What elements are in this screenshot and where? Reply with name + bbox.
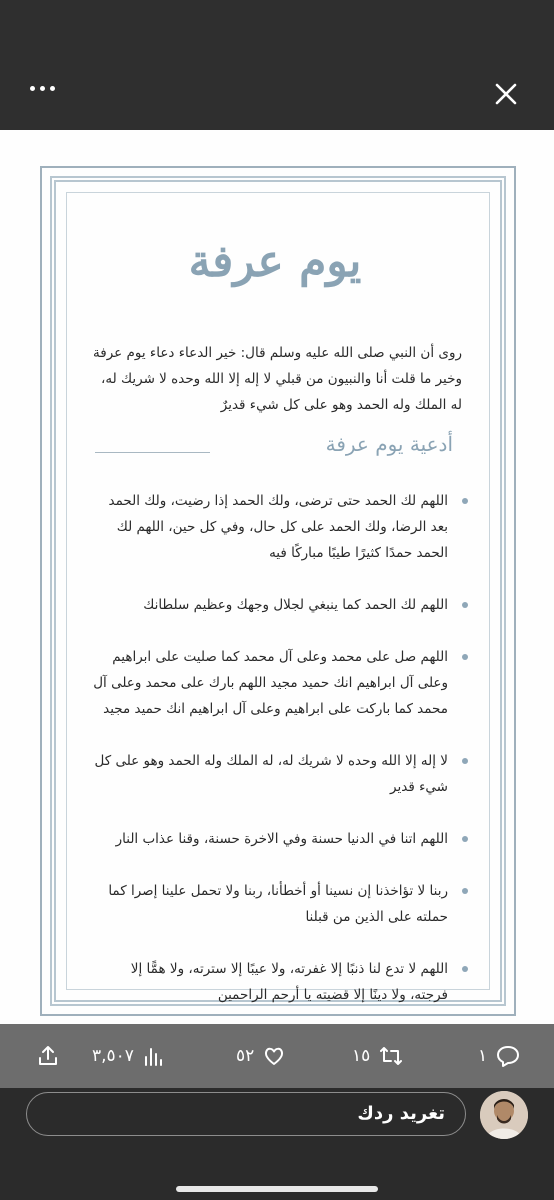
more-options-icon[interactable] xyxy=(30,78,60,98)
media-viewer-header xyxy=(0,0,554,130)
replies-count: ١ xyxy=(478,1046,488,1066)
dua-text: ربنا لا تؤاخذنا إن نسينا أو أخطأنا، ربنا ولا تحمل علينا إصرا كما حملته على الذين من قبلنا xyxy=(108,883,448,925)
retweet-button[interactable] xyxy=(352,1042,404,1070)
dua-text: اللهم اتنا في الدنيا حسنة وفي الاخرة حسنة، وقنا عذاب النار xyxy=(115,831,448,847)
dua-item xyxy=(92,826,470,852)
bullet-icon xyxy=(462,836,468,842)
user-avatar-image xyxy=(480,1091,528,1139)
avatar[interactable] xyxy=(480,1091,528,1139)
reply-button[interactable] xyxy=(478,1042,521,1070)
subtitle-block xyxy=(95,432,455,466)
poster-subtitle: أدعية يوم عرفة xyxy=(325,432,453,456)
dua-text: لا إله إلا الله وحده لا شريك له، له الملك وله الحمد وهو على كل شيء قدير xyxy=(94,753,448,795)
comment-icon xyxy=(495,1044,521,1068)
home-indicator xyxy=(176,1186,378,1192)
share-icon xyxy=(36,1044,60,1068)
views-count: ٣,٥٠٧ xyxy=(92,1046,134,1066)
dua-text: اللهم لا تدع لنا ذنبًا إلا غفرته، ولا عيبًا إلا سترته، ولا همًّا إلا فرجته، ولا دينًا إلا قضيته يا أرحم الراحمين xyxy=(130,961,448,1003)
views-icon xyxy=(142,1045,164,1067)
tweet-actions-bar xyxy=(0,1024,554,1088)
dua-item xyxy=(92,592,470,618)
bullet-icon xyxy=(462,654,468,660)
heart-icon xyxy=(262,1044,286,1068)
bullet-icon xyxy=(462,602,468,608)
poster-title: يوم عرفة xyxy=(188,236,362,287)
subtitle-divider xyxy=(95,452,210,453)
share-button[interactable] xyxy=(36,1042,60,1070)
bullet-icon xyxy=(462,966,468,972)
retweet-icon xyxy=(378,1044,404,1068)
views-button[interactable] xyxy=(92,1042,164,1070)
bullet-icon xyxy=(462,758,468,764)
reply-bar xyxy=(0,1088,554,1200)
reply-input[interactable]: تغريد ردك xyxy=(26,1092,466,1136)
dua-text: اللهم صل على محمد وعلى آل محمد كما صليت على ابراهيم وعلى آل ابراهيم انك حميد مجيد اللهم بارك على محمد وعلى آل محمد كما باركت على ابراهيم وعلى آل ابراهيم انك حميد مجيد xyxy=(93,649,448,717)
dua-item xyxy=(92,644,470,722)
dua-item xyxy=(92,956,470,1008)
dua-list xyxy=(92,488,470,1034)
likes-count: ٥٢ xyxy=(236,1046,255,1066)
dua-item xyxy=(92,748,470,800)
close-icon[interactable] xyxy=(492,80,520,108)
bullet-icon xyxy=(462,888,468,894)
bullet-icon xyxy=(462,498,468,504)
dua-item xyxy=(92,488,470,566)
like-button[interactable] xyxy=(236,1042,286,1070)
dua-item xyxy=(92,878,470,930)
retweets-count: ١٥ xyxy=(352,1046,371,1066)
dua-text: اللهم لك الحمد كما ينبغي لجلال وجهك وعظيم سلطانك xyxy=(143,597,448,613)
poster-intro: روى أن النبي صلى الله عليه وسلم قال: خير الدعاء دعاء يوم عرفة وخير ما قلت أنا والنبيون من قبلي لا إله إلا الله وحده لا شريك له، له الملك وله الحمد وهو على كل شيء قديرٌ xyxy=(93,345,462,413)
dua-text: اللهم لك الحمد حتى ترضى، ولك الحمد إذا رضيت، ولك الحمد بعد الرضا، ولك الحمد على كل حال، وفي كل حين، اللهم لك الحمد حمدًا كثيرًا طيبًا مباركًا فيه xyxy=(108,493,448,561)
